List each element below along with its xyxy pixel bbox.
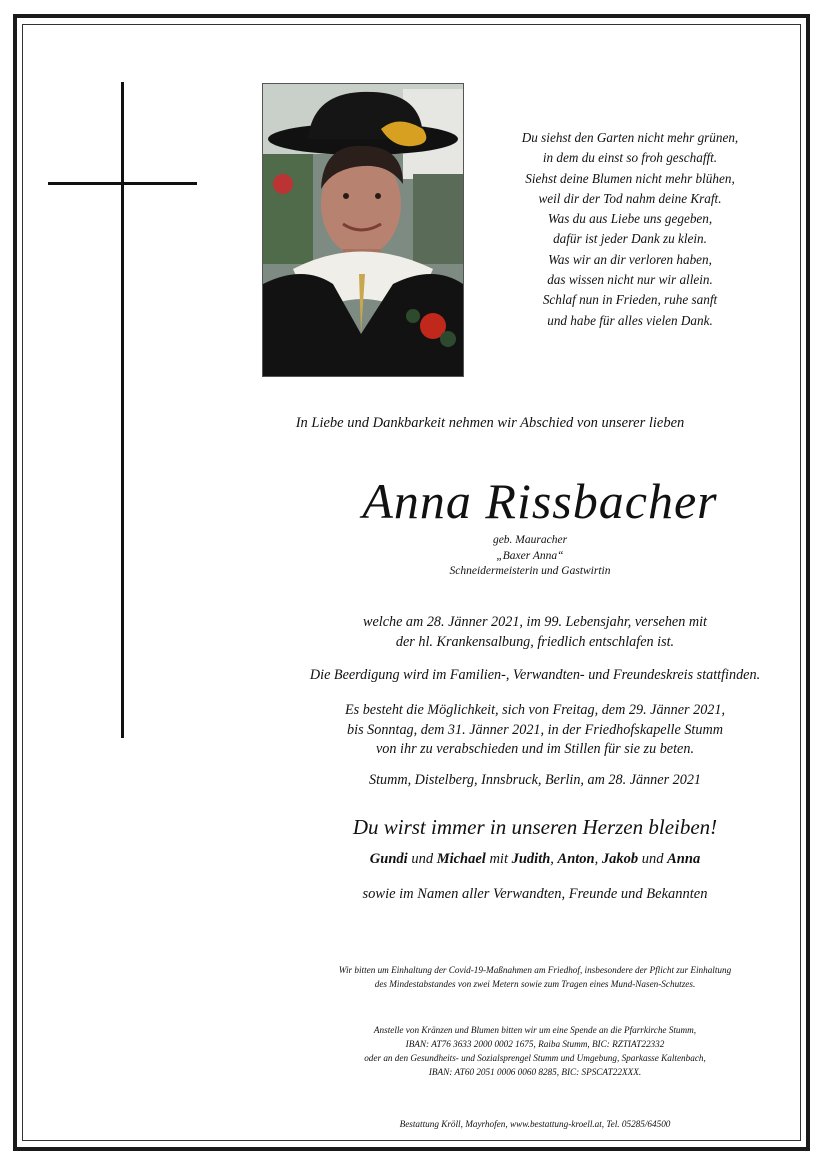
place-date: Stumm, Distelberg, Innsbruck, Berlin, am 28. Jänner 2021	[368, 772, 702, 788]
farewell-line: Es besteht die Möglichkeit, sich von Freitag, dem 29. Jänner 2021,	[344, 702, 726, 718]
family-name: Gundi	[369, 851, 408, 867]
covid-notice	[235, 963, 827, 991]
farewell-line: von ihr zu verabschieden und im Stillen für sie zu beten.	[376, 741, 694, 757]
poem-line: Was du aus Liebe uns gegeben,	[547, 211, 713, 227]
family-name: Anton	[557, 851, 595, 867]
occupation: Schneidermeisterin und Gastwirtin	[449, 565, 611, 577]
funeral-home-footer: Bestattung Kröll, Mayrhofen, www.bestattung-kroell.at, Tel. 05285/64500	[399, 1119, 671, 1129]
donation-line: oder an den Gesundheits- und Sozialsprengel Stumm und Umgebung, Sparkasse Kaltenbach,	[364, 1053, 706, 1063]
nickname: „Baxer Anna“	[496, 549, 564, 562]
poem-line: weil dir der Tod nahm deine Kraft.	[538, 190, 722, 206]
maiden-name: geb. Mauracher	[492, 534, 568, 546]
donation-line: IBAN: AT60 2051 0006 0060 8285, BIC: SPSCAT22XXX.	[428, 1067, 642, 1077]
family-name: Anna	[667, 851, 701, 867]
heart-line: Du wirst immer in unseren Herzen bleiben!	[352, 815, 718, 839]
donation-line: IBAN: AT76 3633 2000 0002 1675, Raiba Stumm, BIC: RZTIAT22332	[405, 1039, 665, 1049]
covid-line: Wir bitten um Einhaltung der Covid-19-Maßnahmen am Friedhof, insbesondere der Pflicht zur Einhaltung	[338, 965, 732, 975]
poem-line: und habe für alles vielen Dank.	[547, 312, 713, 328]
poem-line: dafür ist jeder Dank zu klein.	[553, 231, 707, 247]
funeral-notice: Die Beerdigung wird im Familien-, Verwandten- und Freundeskreis stattfinden.	[309, 667, 761, 683]
poem	[470, 128, 790, 331]
covid-line: des Mindestabstandes von zwei Metern sowie zum Tragen eines Mund-Nasen-Schutzes.	[374, 979, 696, 989]
farewell-notice	[235, 701, 827, 760]
family-name: Judith	[511, 851, 551, 867]
family-names: Gundi und Michael mit Judith, Anton, Jakob und Anna	[369, 851, 701, 867]
family-name: Michael	[436, 851, 486, 867]
poem-line: in dem du einst so froh geschafft.	[542, 150, 718, 166]
death-notice-line: der hl. Krankensalbung, friedlich entschlafen ist.	[395, 633, 675, 650]
donation-line: Anstelle von Kränzen und Blumen bitten wir um eine Spende an die Pfarrkirche Stumm,	[373, 1025, 697, 1035]
poem-line: Siehst deine Blumen nicht mehr blühen,	[525, 170, 735, 186]
poem-line: das wissen nicht nur wir allein.	[547, 272, 713, 288]
farewell-line: bis Sonntag, dem 31. Jänner 2021, in der Friedhofskapelle Stumm	[347, 721, 723, 738]
relatives-line: sowie im Namen aller Verwandten, Freunde und Bekannten	[362, 886, 708, 902]
death-notice-line: welche am 28. Jänner 2021, im 99. Lebensjahr, versehen mit	[363, 614, 707, 630]
family-name: Jakob	[601, 851, 639, 867]
poem-line: Schlaf nun in Frieden, ruhe sanft	[542, 292, 718, 308]
cross-horizontal-bar	[48, 182, 197, 185]
poem-line: Was wir an dir verloren haben,	[548, 251, 712, 267]
donation-notice	[235, 1023, 827, 1079]
deceased-name: Anna Rissbacher	[362, 473, 718, 529]
portrait-photo	[262, 83, 464, 377]
intro-text: In Liebe und Dankbarkeit nehmen wir Abschied von unserer lieben	[295, 415, 685, 431]
death-notice	[235, 613, 827, 652]
cross-vertical-bar	[121, 82, 124, 738]
poem-line: Du siehst den Garten nicht mehr grünen,	[521, 130, 739, 145]
deceased-details	[380, 533, 680, 580]
